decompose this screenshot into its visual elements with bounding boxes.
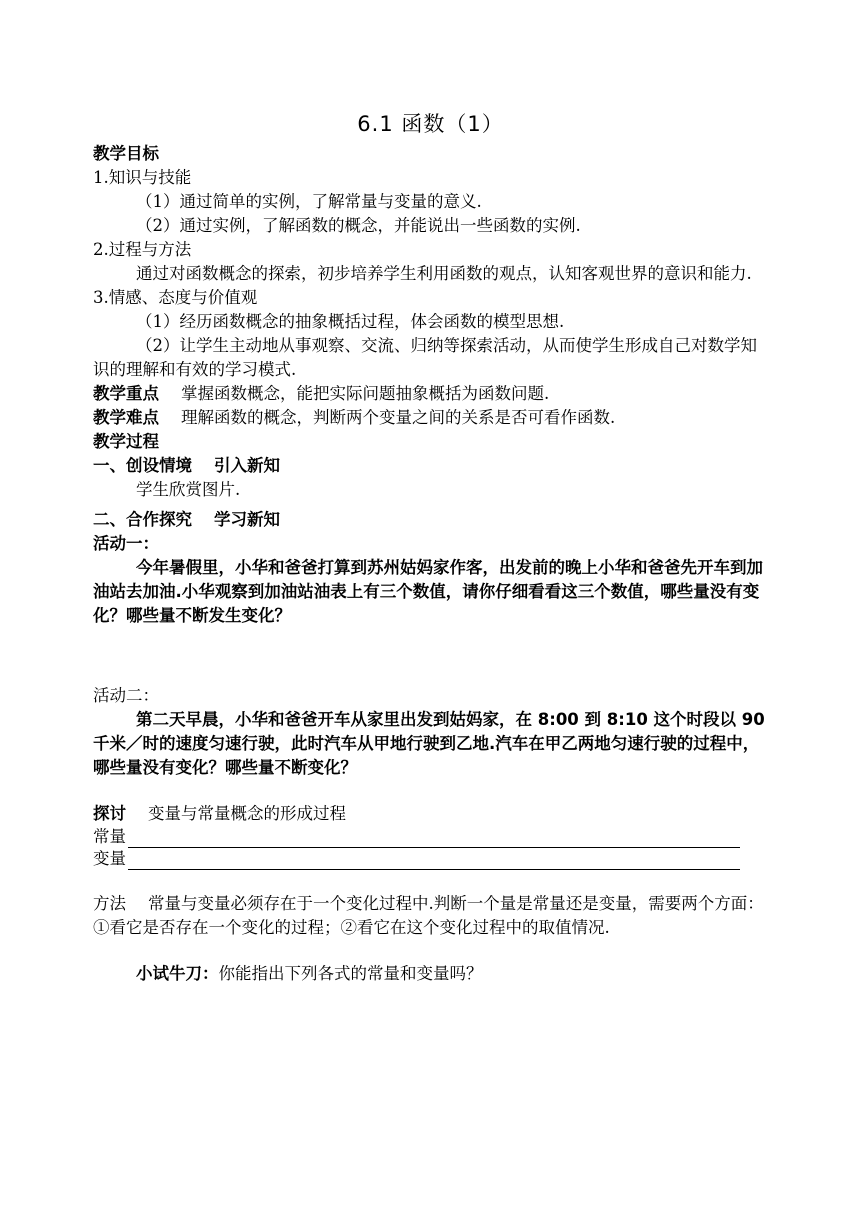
part-1-title-b: 引入新知 (214, 456, 280, 475)
section-knowledge-skills: 1.知识与技能 (93, 168, 192, 187)
constant-row (93, 826, 768, 848)
try-text: 你能指出下列各式的常量和变量吗？ (218, 964, 483, 983)
document-page (93, 100, 768, 986)
objective-3b: （2）让学生主动地从事观察、交流、归纳等探索活动，从而使学生形成自己对数学知识的理解和有效的学习模式. (93, 336, 757, 379)
key-point-text: 掌握函数概念，能把实际问题抽象概括为函数问题. (181, 384, 550, 403)
objectives-heading: 教学目标 (93, 144, 159, 163)
objective-3a: （1）经历函数概念的抽象概括过程，体会函数的模型思想. (136, 312, 565, 331)
method-label: 方法 (93, 894, 126, 913)
part-1-heading (93, 454, 768, 478)
objective-1a: （1）通过简单的实例，了解常量与变量的意义. (136, 192, 482, 211)
method-text: 常量与变量必须存在于一个变化过程中.判断一个量是常量还是变量，需要两个方面：①看它是否存在一个变化的过程；②看它在这个变化过程中的取值情况. (93, 894, 764, 937)
part-2-title-a: 二、合作探究 (93, 510, 192, 529)
page-title: 6.1 函数（1） (357, 112, 504, 136)
variable-answer-line[interactable] (128, 851, 740, 870)
process-heading: 教学过程 (93, 432, 159, 451)
explore-row (93, 802, 768, 826)
variable-label: 变量 (93, 849, 126, 868)
objective-2-text: 通过对函数概念的探索，初步培养学生利用函数的观点，认知客观世界的意识和能力. (136, 264, 752, 283)
activity-1-text: 今年暑假里，小华和爸爸打算到苏州姑妈家作客，出发前的晚上小华和爸爸先开车到加油站去加油.小华观察到加油站油表上有三个数值，请你仔细看看这三个数值，哪些量没有变化？哪些量不断发生变化？ (93, 558, 763, 625)
try-row (93, 962, 768, 986)
explore-label: 探讨 (93, 804, 126, 823)
key-point-label: 教学重点 (93, 384, 159, 403)
constant-answer-line[interactable] (128, 829, 740, 848)
variable-row (93, 848, 768, 870)
activity-1-label: 活动一： (93, 534, 159, 553)
section-process-method: 2.过程与方法 (93, 240, 192, 259)
constant-label: 常量 (93, 827, 126, 846)
activity-2-label: 活动二： (93, 686, 159, 705)
explore-text: 变量与常量概念的形成过程 (148, 804, 346, 823)
part-2-heading (93, 508, 768, 532)
difficulty-text: 理解函数的概念，判断两个变量之间的关系是否可看作函数. (181, 408, 616, 427)
part-1-title-a: 一、创设情境 (93, 456, 192, 475)
section-emotion-values: 3.情感、态度与价值观 (93, 288, 258, 307)
difficulty-label: 教学难点 (93, 408, 159, 427)
part-1-text: 学生欣赏图片. (136, 480, 241, 499)
key-point-row (93, 382, 768, 406)
method-paragraph (93, 892, 768, 940)
part-2-title-b: 学习新知 (214, 510, 280, 529)
try-label: 小试牛刀： (136, 964, 219, 983)
objective-1b: （2）通过实例，了解函数的概念，并能说出一些函数的实例. (136, 216, 581, 235)
activity-2-text: 第二天早晨，小华和爸爸开车从家里出发到姑妈家，在 8:00 到 8:10 这个时段以 90 千米／时的速度匀速行驶，此时汽车从甲地行驶到乙地.汽车在甲乙两地匀速行驶的过程中，哪些量没有变化？哪些量不断变化？ (93, 710, 765, 777)
difficulty-row (93, 406, 768, 430)
